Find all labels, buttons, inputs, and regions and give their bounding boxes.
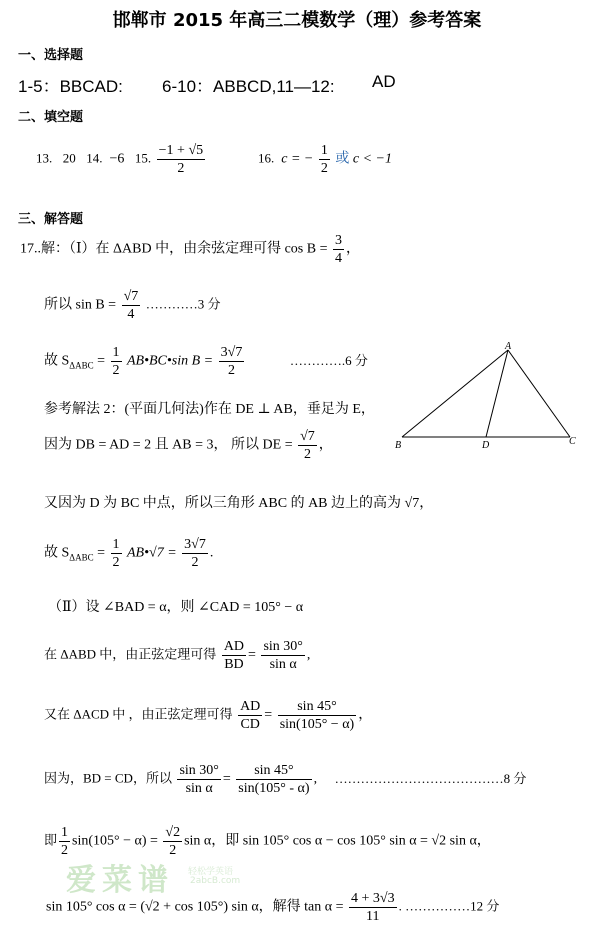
watermark-sub1: 轻松学英语	[188, 867, 234, 877]
eq-left-denominator: sin α	[185, 781, 213, 796]
area-expression: AB•BC•sin B =	[127, 353, 214, 369]
eq-right-fraction	[236, 762, 311, 797]
area2-subscript: ΔABC	[69, 552, 94, 563]
cosB-fraction	[333, 232, 344, 267]
q17-intro-line: 17..解：（Ⅰ）在 ΔABD 中，由余弦定理可得 cos B = $\frac{3}{4}$ ，	[20, 233, 360, 266]
watermark-sub2: 2abcB.com	[190, 876, 241, 886]
AD-BD-fraction	[222, 638, 246, 673]
q17-line-sine-law1: 在 ΔABD 中，由正弦定理可得 $\frac{AD}{BD}$ = $\frac{\sin 30^\circ}{\text{sin α}}$ ,	[44, 639, 311, 672]
q17-line-area2: 故 $S_{\Delta ABC}$ = $\frac{1}{2}$ AB•√7 = $\frac{3√7}{2}$ .	[44, 537, 214, 570]
area2-prefix: 故 S	[44, 545, 70, 561]
area-subscript: ΔABC	[69, 360, 94, 371]
q17-line-expand	[44, 824, 491, 859]
area2-half-denominator: 2	[112, 555, 120, 570]
area2-expression: AB•√7 =	[127, 545, 177, 561]
fill-answers	[36, 142, 207, 177]
q15-fraction	[157, 142, 205, 177]
q16-pre: c = −	[281, 151, 314, 167]
label-D: D	[482, 440, 490, 451]
tan-denominator: 11	[366, 909, 380, 924]
DE-numerator: √7	[300, 429, 315, 444]
eq-left-numerator: sin 30°	[179, 763, 219, 778]
segment-AD	[486, 350, 508, 437]
tan-prefix: sin 105° cos α = (√2 + cos 105°) sin α，解得 tan α =	[46, 899, 344, 915]
AD-BD-numerator: AD	[223, 639, 245, 654]
section-solve-heading: 三、解答题	[18, 212, 84, 227]
q16-fraction	[319, 142, 330, 177]
AD-CD-numerator: AD	[240, 699, 261, 714]
q15-numerator: −1 + √5	[158, 143, 204, 158]
q13-label: 13.	[36, 150, 53, 166]
area-result-denominator: 2	[227, 363, 235, 378]
q14-answer: −6	[109, 151, 125, 167]
score-6: ………….6 分	[289, 352, 368, 368]
eq-right-denominator: sin(105° - α)	[238, 781, 310, 796]
equal-prefix: 因为，BD = CD，所以	[44, 770, 172, 786]
half-numerator: 1	[112, 345, 120, 360]
sine-law2-prefix: 又在 ΔACD 中 ，由正弦定理可得	[44, 706, 233, 722]
q17-intro: 17..解：（Ⅰ）在 ΔABD 中，由余弦定理可得 cos B =	[20, 241, 328, 257]
AD-BD-denominator: BD	[224, 657, 244, 672]
q17-alt-method: 参考解法 2：(平面几何法)作在 DE ⊥ AB，垂足为 E，	[44, 402, 375, 417]
q16-label: 16.	[258, 150, 275, 166]
watermark-logo: 爱菜谱	[66, 863, 174, 898]
AD-CD-fraction	[238, 698, 262, 733]
half-denominator: 2	[112, 363, 120, 378]
cosB-denominator: 4	[335, 251, 342, 266]
area-half-fraction	[111, 344, 122, 379]
area2-half-fraction	[111, 536, 122, 571]
eq-left-fraction	[177, 762, 220, 797]
q16-or: 或	[335, 151, 350, 167]
triangle-figure	[392, 340, 584, 456]
sinB-fraction	[122, 288, 141, 323]
page-title: 邯郸市 2015 年高三二模数学（理）参考答案	[112, 10, 482, 31]
root2-denominator: 2	[169, 843, 177, 858]
AD-CD-denominator: CD	[240, 717, 260, 732]
expand-half-fraction	[59, 824, 70, 859]
choice-answers-11-12: AD	[372, 72, 396, 91]
expand-prefix: 即	[44, 832, 58, 848]
root2-numerator: √2	[165, 825, 181, 840]
q17-line-sinB	[44, 288, 221, 323]
q17-part2: （Ⅱ）设 ∠BAD = α，则 ∠CAD = 105° − α	[48, 600, 304, 615]
expand-half-denominator: 2	[61, 843, 69, 858]
sinB-denominator: 4	[127, 307, 135, 322]
q16-post: c < −1	[352, 151, 392, 167]
q15-denominator: 2	[177, 161, 185, 176]
sinB-numerator: √7	[123, 289, 139, 304]
DE-fraction	[298, 428, 317, 463]
q17-line-DE: 因为 DB = AD = 2 且 AB = 3， 所以 DE = $\frac{√7}{2}$ ，	[44, 429, 333, 462]
sin30-sina-fraction	[261, 638, 304, 673]
label-C: C	[569, 436, 576, 447]
q17-line-sine-law2: 又在 ΔACD 中 ，由正弦定理可得 $\frac{AD}{CD}$ = $\frac{\sin 45^\circ}{\sin(105^\circ - \alpha)}$ ，	[44, 699, 373, 732]
sin30-numerator: sin 30°	[263, 639, 303, 654]
choice-answers-1-5: 1-5：BBCAD:	[18, 77, 123, 96]
area-result-fraction	[219, 344, 245, 379]
sin45-numerator: sin 45°	[278, 698, 357, 716]
choice-answers-6-12: 6-10：ABBCD,11—12:	[162, 77, 335, 96]
q16-numerator: 1	[320, 143, 328, 158]
expand-post: sin α，即 sin 105° cos α − cos 105° sin α = √2 sin α，	[184, 833, 491, 849]
area2-half-numerator: 1	[112, 537, 120, 552]
area-prefix: 故 S	[44, 353, 70, 369]
q17-line-height: 又因为 D 为 BC 中点，所以三角形 ABC 的 AB 边上的高为 √7，	[44, 496, 434, 511]
score-8: …………………………………8 分	[334, 770, 527, 786]
expand-root2-fraction	[163, 824, 182, 859]
sin105-denominator: sin(105° − α)	[279, 717, 355, 732]
expand-half-numerator: 1	[61, 825, 69, 840]
area2-result-numerator: 3√7	[184, 537, 206, 552]
eq-right-numerator: sin 45°	[236, 762, 311, 780]
q14-label: 14.	[86, 150, 103, 166]
section-choice-heading: 一、选择题	[18, 48, 84, 63]
q13-answer: 20	[62, 150, 76, 166]
score-12: . ……………12 分	[398, 898, 500, 914]
q15-label: 15.	[134, 150, 152, 166]
q16-answer	[258, 142, 392, 177]
sine-law1-prefix: 在 ΔABD 中，由正弦定理可得	[44, 646, 217, 662]
sinB-prefix: 所以 sin B =	[44, 297, 117, 313]
area2-result-fraction	[182, 536, 208, 571]
side-AC	[508, 350, 570, 437]
area2-result-denominator: 2	[191, 555, 199, 570]
sina-denominator: sin α	[269, 657, 297, 672]
area-result-numerator: 3√7	[220, 345, 243, 360]
label-A: A	[505, 341, 512, 352]
tan-numerator: 4 + 3√3	[351, 891, 395, 906]
label-B: B	[395, 440, 402, 451]
area-equals: =	[97, 353, 105, 369]
expand-middle: sin(105° − α) =	[72, 833, 158, 849]
DE-prefix: 因为 DB = AD = 2 且 AB = 3， 所以 DE =	[44, 437, 293, 453]
q17-line-tan	[46, 890, 499, 925]
DE-denominator: 2	[303, 447, 311, 462]
area2-equals: =	[97, 545, 105, 561]
q17-line-equal: 因为，BD = CD，所以 $\frac{\sin 30^\circ}{\text{sin α}}$ = $\frac{\sin 45^\circ}{\sin(105^\circ - \alpha)}$ , …………………………………8 分	[44, 763, 527, 796]
cosB-numerator: 3	[335, 233, 342, 248]
sin45-fraction	[278, 698, 357, 733]
side-AB	[402, 350, 508, 437]
q16-denominator: 2	[320, 161, 328, 176]
score-3: …………3 分	[145, 296, 221, 312]
section-fill-heading: 二、填空题	[18, 110, 84, 125]
q17-line-area	[44, 344, 368, 379]
tan-fraction	[349, 890, 397, 925]
